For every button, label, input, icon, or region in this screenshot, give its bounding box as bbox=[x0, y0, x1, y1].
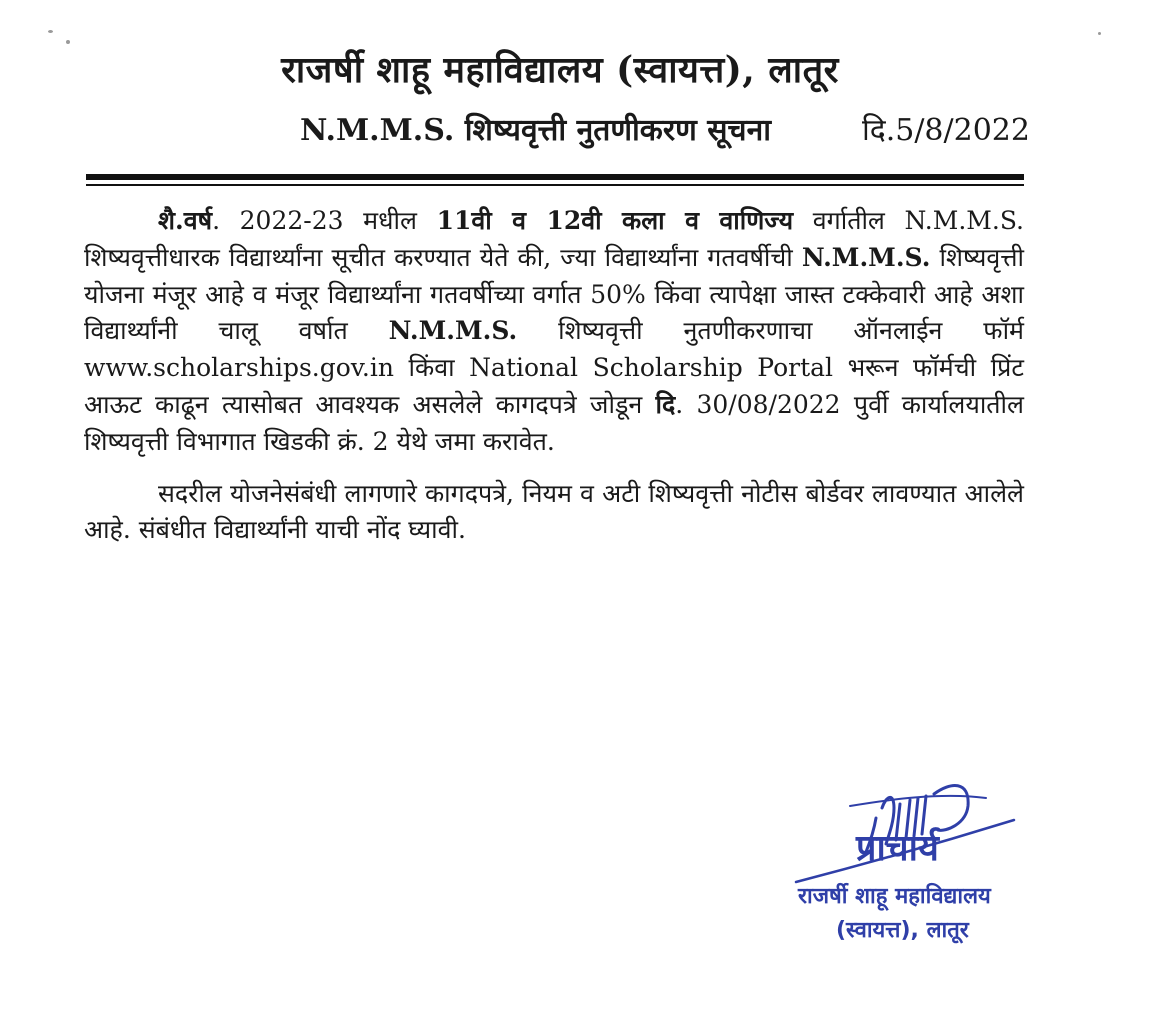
text-run: शिष्यवृत्ती नुतणीकरणाचा ऑनलाईन फॉर्म www.scholarships.gov.in किंवा National Scholarship Portal भरून फॉर्मची प्रिंट आऊट काढून त्यासोबत आवश्यक असलेले कागदपत्रे जोडून bbox=[84, 316, 1024, 419]
stamp-college-location: (स्वायत्त), लातूर bbox=[836, 918, 969, 943]
notice-body bbox=[84, 203, 1024, 549]
text-run: . 2022-23 मधील bbox=[212, 206, 437, 235]
text-run: शिष्यवृत्ती योजना मंजूर आहे व मंजूर विद्यार्थ्यांना गतवर्षीच्या वर्गात 50% किंवा त्यापेक्षा जास्त टक्केवारी आहे अशा विद्यार्थ्यांनी चालू वर्षात bbox=[84, 242, 1025, 346]
scan-speck bbox=[1098, 32, 1101, 35]
stamp-college-name: राजर्षी शाहू महाविद्यालय bbox=[798, 884, 991, 909]
class-streams: 11वी व 12वी कला व वाणिज्य bbox=[436, 206, 794, 235]
scan-speck bbox=[66, 40, 70, 44]
notice-date: दि.5/8/2022 bbox=[862, 113, 1030, 148]
principal-title: प्राचार्य bbox=[856, 828, 939, 869]
notice-paragraph-2: सदरील योजनेसंबंधी लागणारे कागदपत्रे, नियम व अटी शिष्यवृत्ती नोटीस बोर्डवर लावण्यात आलेले आहे. संबंधीत विद्यार्थ्यांनी याची नोंद घ्यावी. bbox=[84, 478, 1024, 545]
scheme-name: N.M.M.S. bbox=[801, 242, 931, 272]
academic-year-label: शै.वर्ष bbox=[158, 206, 213, 235]
scheme-name: N.M.M.S. bbox=[388, 316, 518, 346]
header-divider-thick bbox=[86, 174, 1024, 180]
notice-paragraph-1 bbox=[84, 203, 1024, 461]
notice-title: N.M.M.S. शिष्यवृत्ती नुतणीकरण सूचना bbox=[300, 113, 771, 148]
text-run: . 30/08/2022 पुर्वी कार्यालयातील शिष्यवृत्ती विभागात खिडकी क्रं. 2 येथे जमा करावेत. bbox=[84, 389, 1024, 456]
date-prefix: दि bbox=[655, 389, 676, 419]
text-run: वर्गातील N.M.M.S. शिष्यवृत्तीधारक विद्यार्थ्यांना सूचीत करण्यात येते की, ज्या विद्यार्थ्यांना गतवर्षीची bbox=[84, 206, 1025, 272]
college-name: राजर्षी शाहू महाविद्यालय (स्वायत्त), लातूर bbox=[281, 49, 839, 91]
principal-signature-block bbox=[790, 760, 1040, 960]
scan-speck bbox=[48, 30, 53, 33]
header-divider-thin bbox=[86, 184, 1024, 186]
